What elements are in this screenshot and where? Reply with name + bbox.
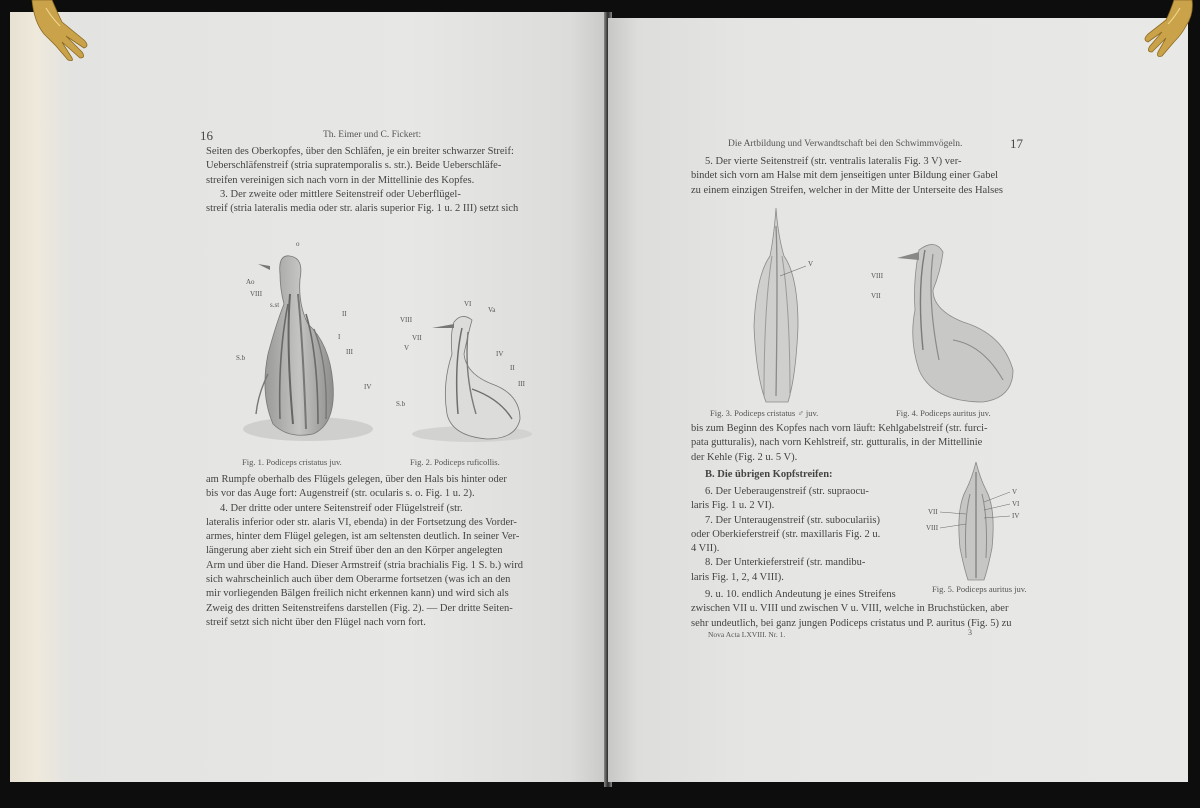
fig2-label: III [518,380,525,388]
fig4-label: VIII [871,272,884,280]
text-line: sehr undeutlich, bei ganz jungen Podiceps cristatus und P. auritus (Fig. 5) zu [691,617,1012,629]
text-line: streif setzt sich nicht über den Flügel nach vorn fort. [206,616,426,628]
open-book [10,12,1188,802]
figure-3-caption: Fig. 3. Podiceps cristatus ♂ juv. [710,408,819,418]
text-line: Ueberschläfenstreif (stria supratemporalis s. str.). Beide Ueberschläfe- [206,160,502,172]
right-page-header: Die Artbildung und Verwandtschaft bei den Schwimmvögeln. [728,139,963,149]
fig5-label: VI [1012,500,1020,508]
text-line: Arm und über die Hand. Dieser Armstreif (stria brachialis Fig. 1 S. b.) wird [206,559,523,571]
text-line: 7. Der Unteraugenstreif (str. suboculariis) [705,514,880,526]
text-line: zwischen VII u. VIII und zwischen V u. VIII, welche in Bruchstücken, aber [691,603,1009,615]
fig1-label: s.st [270,301,280,309]
figure-1-grebe-cristatus [218,234,388,448]
fig5-label: VIII [926,524,939,532]
figure-5-grebe-head [926,458,1036,582]
text-line: 4 VII). [691,543,720,555]
fig2-label: Va [488,306,496,314]
text-line: armes, hinter dem Flügel gelegen, ist am seltensten deutlich. In seiner Ver- [206,531,520,543]
left-bottom-text [206,473,551,630]
fig2-label: VI [464,300,472,308]
fig5-label: IV [1012,512,1020,520]
gold-hand-left-icon [22,0,102,62]
figure-5-caption: Fig. 5. Podiceps auritus juv. [932,584,1027,594]
text-line: bindet sich vorn am Halse mit dem jenseitigen unter Bildung einer Gabel [691,170,999,182]
text-line: pata gutturalis), nach vorn Kehlstreif, str. gutturalis, in der Mittellinie [691,437,983,449]
fig1-label: I [338,333,341,341]
figure-4-grebe-auritus [863,230,1023,408]
figure-3-grebe-neck [738,206,818,404]
text-line: 5. Der vierte Seitenstreif (str. ventralis lateralis Fig. 3 V) ver- [705,156,962,167]
left-top-text [206,145,551,216]
text-line: bis zum Beginn des Kopfes nach vorn läuft: Kehlgabelstreif (str. furci- [691,423,988,434]
section-heading: B. Die übrigen Kopfstreifen: [705,469,833,480]
fig4-label: VII [871,292,881,300]
fig2-label: VII [412,334,422,342]
figure-2-caption: Fig. 2. Podiceps ruficollis. [410,457,500,467]
fig2-label: V [404,344,410,352]
text-line: laris Fig. 1, 2, 4 VIII). [691,571,784,583]
figure-4-caption: Fig. 4. Podiceps auritus juv. [896,408,991,418]
gold-hand-right-icon [1140,0,1200,62]
fig1-label: S.b [236,354,246,362]
fig3-label: V [808,260,814,268]
right-top-text [691,155,1031,198]
text-line: 3. Der zweite oder mittlere Seitenstreif oder Ueberflügel- [220,188,461,200]
right-page [608,18,1188,782]
text-line: 4. Der dritte oder untere Seitenstreif oder Flügelstreif (str. [220,502,463,514]
fig2-label: IV [496,350,504,358]
figure-1-caption: Fig. 1. Podiceps cristatus juv. [242,457,342,467]
fig1-label: Ao [246,278,255,286]
text-line: 9. u. 10. endlich Andeutung je eines Streifens [705,589,896,600]
fig5-label: V [1012,488,1018,496]
fig1-label: II [342,310,347,318]
figure-2-grebe-ruficollis [392,294,542,449]
left-page-number: 16 [200,128,213,143]
text-line: 8. Der Unterkieferstreif (str. mandibu- [705,557,866,569]
fig5-label: VII [928,508,938,516]
fig1-label: o [296,240,300,248]
text-line: Seiten des Oberkopfes, über den Schläfen, je ein breiter schwarzer Streif: [206,146,514,157]
fig2-label: S.b [396,400,406,408]
text-line: oder Oberkieferstreif (str. maxillaris Fig. 2 u. [691,528,881,540]
footer-sheet-number: 3 [968,628,972,637]
fig2-label: VIII [400,316,413,324]
text-line: bis vor das Auge fort: Augenstreif (str. ocularis s. o. Fig. 1 u. 2). [206,488,475,500]
footer-signature: Nova Acta LXVIII. Nr. 1. [708,630,786,639]
text-line: laris Fig. 1 u. 2 VI). [691,500,775,512]
text-line: streifen vereinigen sich nach vorn in der Mittellinie des Kopfes. [206,174,475,186]
text-line: mir vorliegenden Bälgen freilich nicht erkennen kann) und wird sich als [206,588,509,600]
text-line: am Rumpfe oberhalb des Flügels gelegen, über den Hals bis hinter oder [206,474,507,485]
left-page [10,12,606,782]
text-line: der Kehle (Fig. 2 u. 5 V). [691,451,798,463]
left-page-header: Th. Eimer und C. Fickert: [323,130,422,140]
text-line: streif (stria lateralis media oder str. alaris superior Fig. 1 u. 2 III) setzt sich [206,203,519,215]
text-line: 6. Der Ueberaugenstreif (str. supraocu- [705,486,869,497]
fig1-label: IV [364,383,372,391]
right-bottom-text [691,588,1036,631]
right-narrow-text [691,485,921,585]
text-line: längerung aber zieht sich ein Streif über den an den Körper angelegten [206,545,503,557]
right-page-number: 17 [1010,136,1023,151]
text-line: zu einem einzigen Streifen, welcher in der Mitte der Unterseite des Halses [691,184,1003,196]
text-line: lateralis inferior oder str. alaris VI, ebenda) in der Fortsetzung des Vorder- [206,516,517,528]
fig2-label: II [510,364,515,372]
fig1-label: III [346,348,353,356]
fig1-label: VIII [250,290,263,298]
text-line: Zweig des dritten Seitenstreifens darstellen (Fig. 2). — Der dritte Seiten- [206,602,513,614]
text-line: sich wahrscheinlich auch über dem Oberarme fortsetzen (was ich an den [206,574,511,586]
